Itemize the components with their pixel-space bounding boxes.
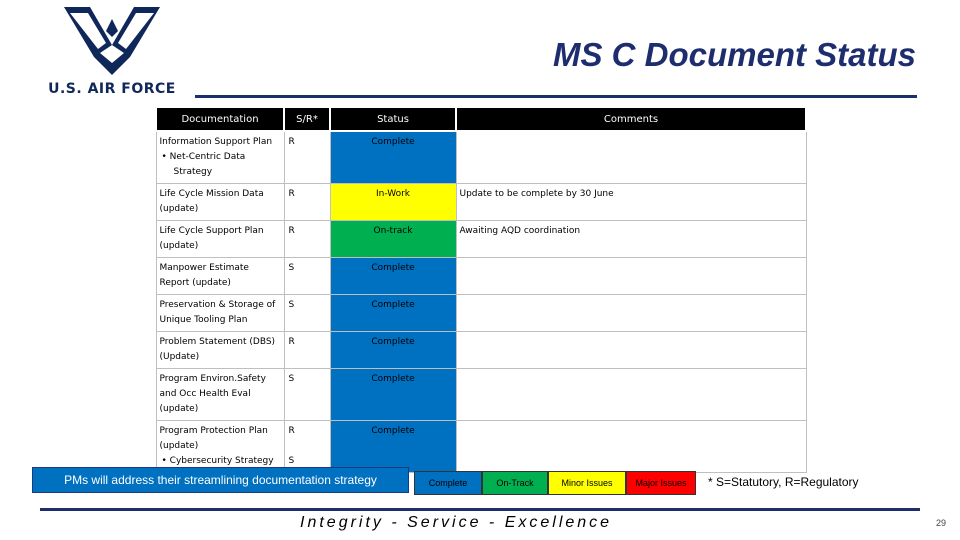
doc-cell: Program Protection Plan (update) • Cybersecurity Strategy (156, 421, 284, 473)
comment-cell (456, 295, 806, 332)
logo-text: U.S. AIR FORCE (48, 81, 176, 97)
legend-major-issues: Major Issues (626, 471, 696, 495)
sr-cell: R S (284, 421, 330, 473)
page-number: 29 (935, 518, 946, 528)
table-row (156, 295, 806, 332)
header-comments: Comments (456, 107, 806, 131)
air-force-logo (38, 5, 186, 95)
comment-cell: Update to be complete by 30 June (456, 184, 806, 221)
sr-cell: S (284, 258, 330, 295)
legend-on-track: On-Track (482, 471, 548, 495)
sr-cell: S (284, 295, 330, 332)
document-status-table (155, 106, 807, 473)
motto: Integrity - Service - Excellence (300, 514, 613, 531)
legend-minor-issues: Minor Issues (548, 471, 626, 495)
table-row (156, 332, 806, 369)
legend-complete: Complete (414, 471, 482, 495)
table-row (156, 131, 806, 184)
comment-cell (456, 421, 806, 473)
header-sr: S/R* (284, 107, 330, 131)
sr-cell: R (284, 184, 330, 221)
header-status: Status (330, 107, 456, 131)
status-cell: Complete (330, 369, 456, 421)
streamlining-note: PMs will address their streamlining documentation strategy (32, 467, 409, 493)
doc-cell: Preservation & Storage of Unique Tooling Plan (156, 295, 284, 332)
comment-cell (456, 332, 806, 369)
status-cell: In-Work (330, 184, 456, 221)
sr-cell: R (284, 332, 330, 369)
sr-cell: S (284, 369, 330, 421)
doc-cell: Problem Statement (DBS) (Update) (156, 332, 284, 369)
header-documentation: Documentation (156, 107, 284, 131)
status-cell: On-track (330, 221, 456, 258)
doc-cell: Life Cycle Support Plan (update) (156, 221, 284, 258)
doc-cell: Manpower Estimate Report (update) (156, 258, 284, 295)
title-divider (195, 95, 917, 98)
air-force-wings-icon (60, 5, 164, 77)
status-cell: Complete (330, 421, 456, 473)
comment-cell (456, 369, 806, 421)
status-cell: Complete (330, 131, 456, 184)
comment-cell: Awaiting AQD coordination (456, 221, 806, 258)
comment-cell (456, 131, 806, 184)
footer-divider (40, 508, 920, 511)
page-title: MS C Document Status (552, 36, 916, 73)
sr-key: * S=Statutory, R=Regulatory (708, 475, 859, 489)
comment-cell (456, 258, 806, 295)
sr-cell: R (284, 131, 330, 184)
status-cell: Complete (330, 258, 456, 295)
sr-cell: R (284, 221, 330, 258)
table-row (156, 184, 806, 221)
doc-cell: Information Support Plan • Net-Centric Data Strategy (156, 131, 284, 184)
doc-cell: Life Cycle Mission Data (update) (156, 184, 284, 221)
table-row (156, 369, 806, 421)
status-cell: Complete (330, 332, 456, 369)
table-row (156, 421, 806, 473)
table-row (156, 258, 806, 295)
table-row (156, 221, 806, 258)
doc-cell: Program Environ.Safety and Occ Health Eval (update) (156, 369, 284, 421)
status-cell: Complete (330, 295, 456, 332)
